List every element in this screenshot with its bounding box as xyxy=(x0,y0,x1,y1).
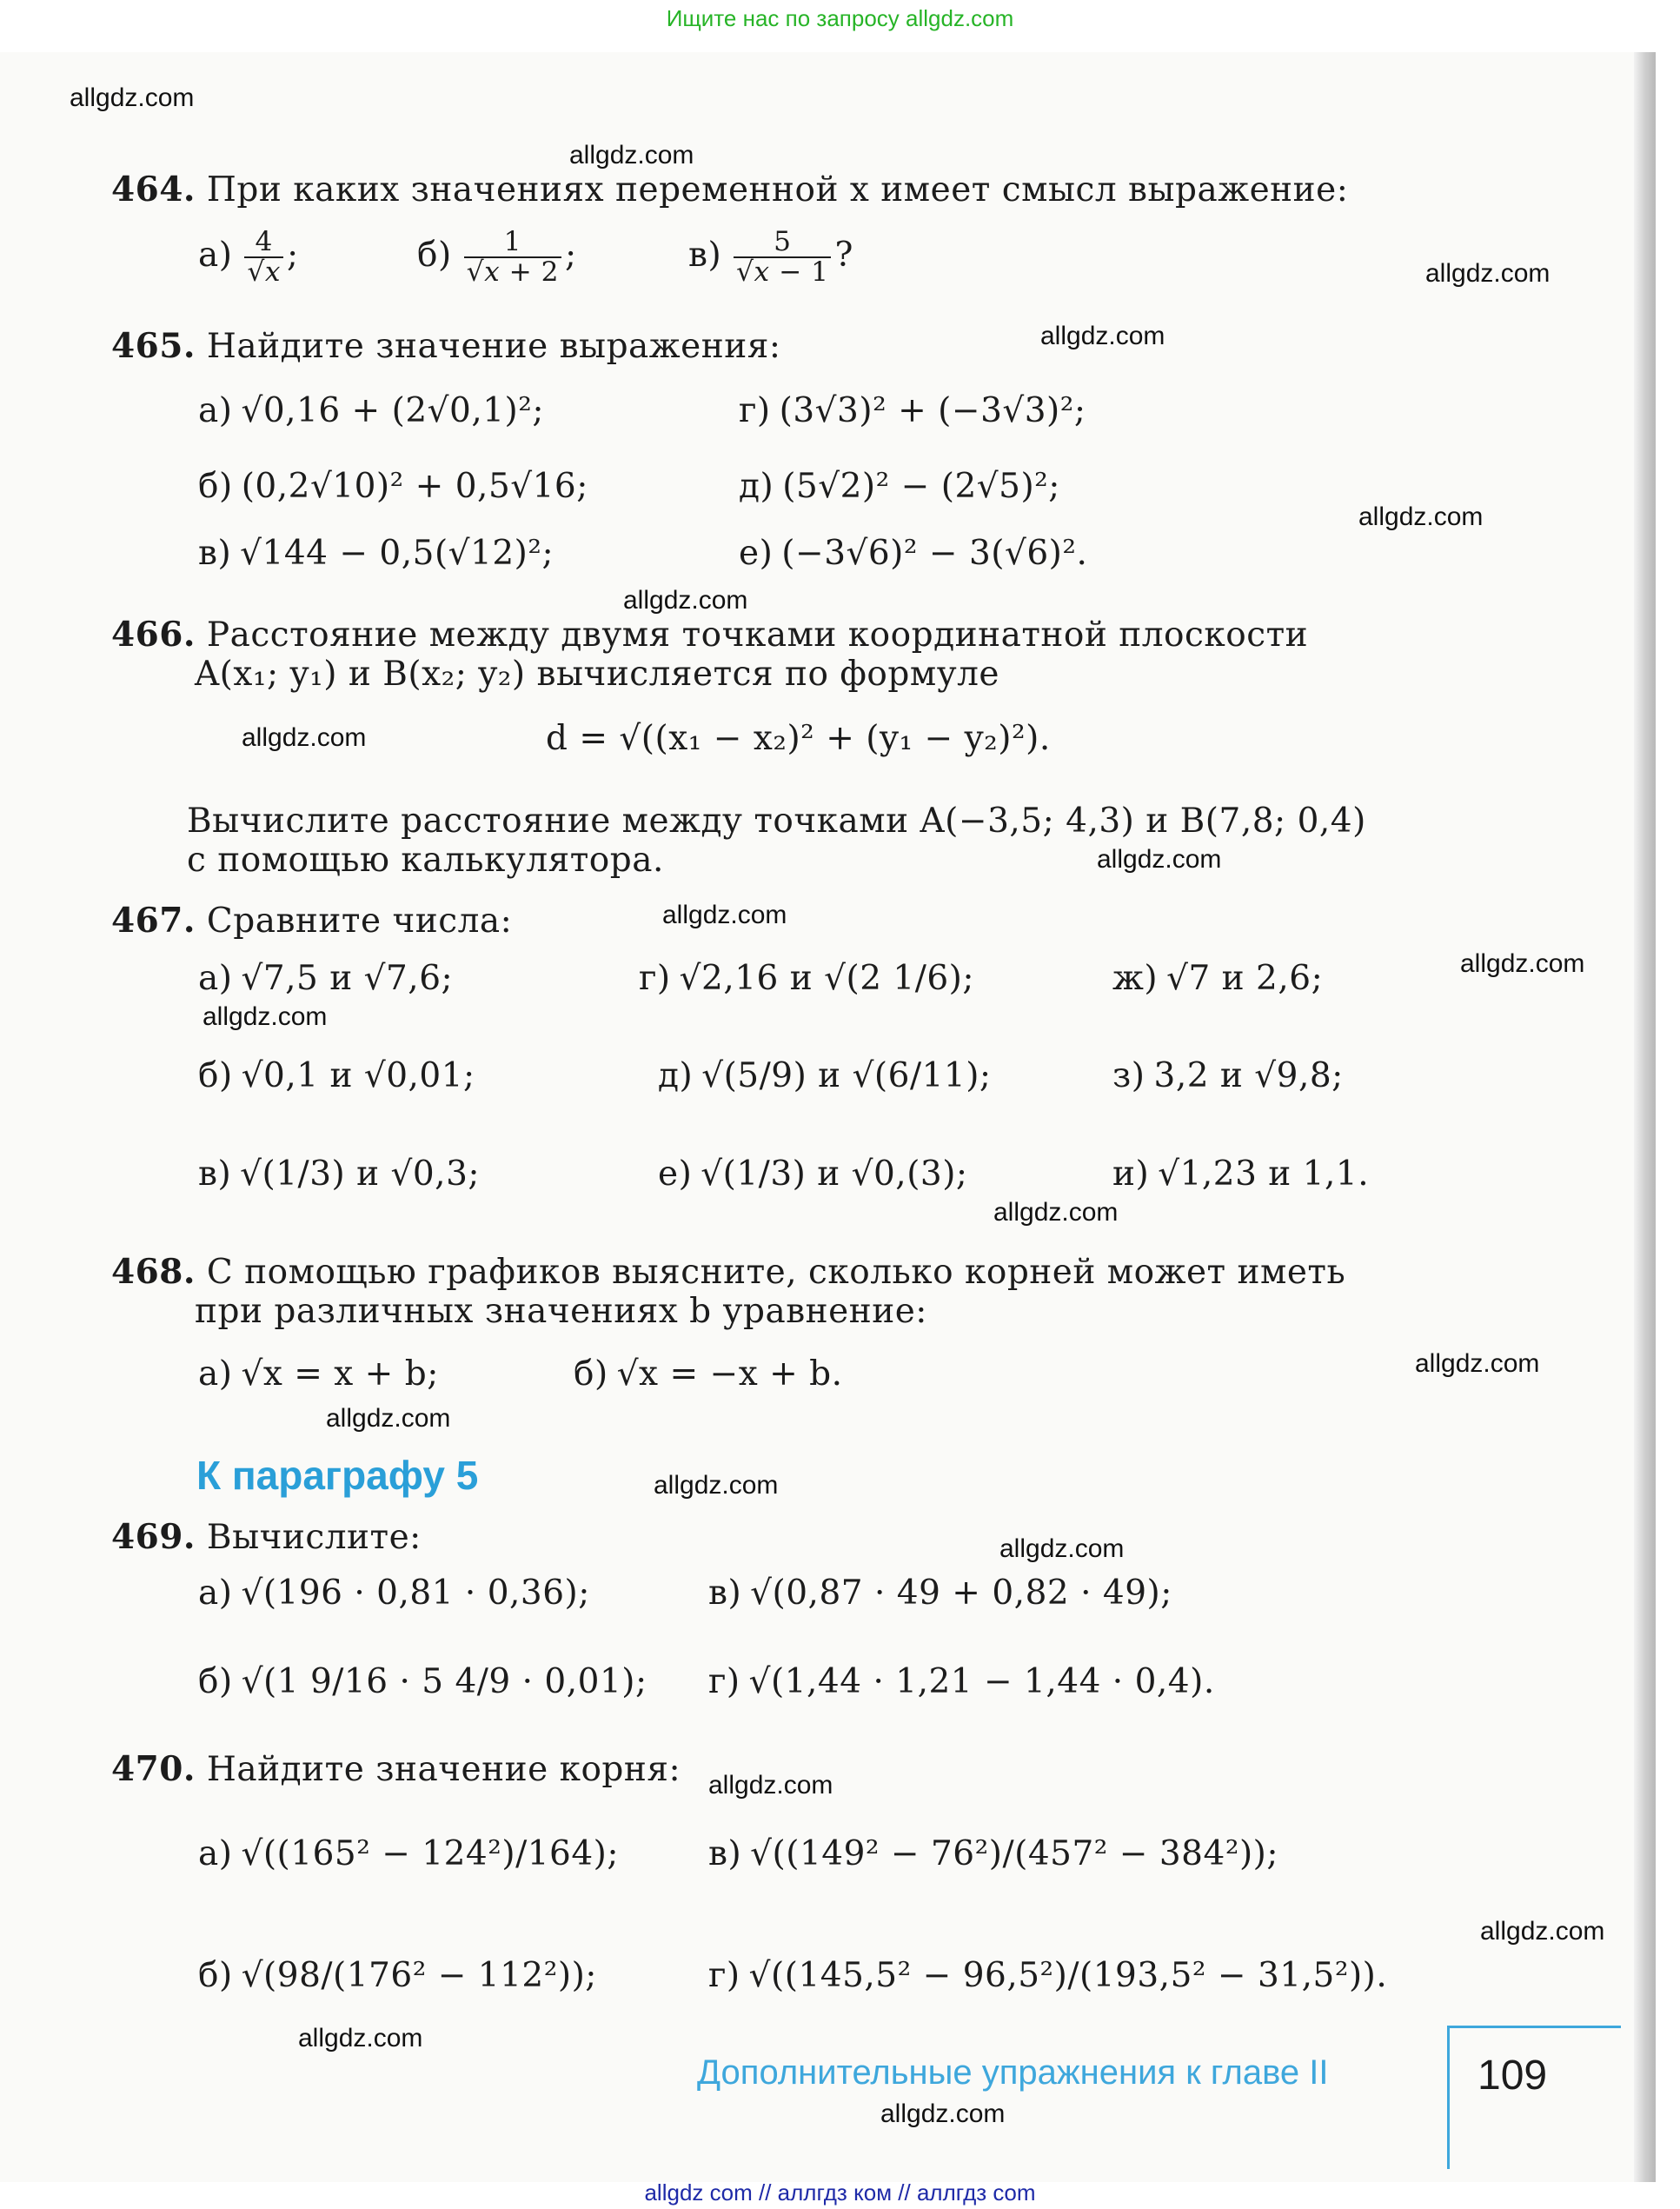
problem-number: 469. xyxy=(111,1517,196,1557)
chapter-footer-title: Дополнительные упражнения к главе II xyxy=(697,2053,1329,2092)
problem-465-item-b xyxy=(198,467,588,508)
problem-469-item-d xyxy=(708,1662,1215,1703)
item-label: б) xyxy=(417,235,452,275)
problem-470-statement xyxy=(111,1749,681,1791)
item-label: г) xyxy=(708,1662,740,1701)
problem-467-item-f xyxy=(658,1154,968,1195)
problem-467-item-i xyxy=(1112,1154,1369,1195)
item-label: б) xyxy=(198,1056,233,1095)
item-label: б) xyxy=(198,467,233,506)
footer-rule xyxy=(1447,2026,1621,2028)
problem-text: Расстояние между двумя точками координатной плоскости xyxy=(206,615,1309,655)
problem-468-line2: при различных значениях b уравнение: xyxy=(195,1292,927,1331)
item-expression: 3,2 и √9,8; xyxy=(1153,1056,1344,1095)
item-label: д) xyxy=(739,467,774,506)
item-expression: √(196 · 0,81 · 0,36); xyxy=(241,1574,590,1613)
problem-465-item-f xyxy=(739,534,1087,575)
watermark: allgdz.com xyxy=(1415,1349,1540,1378)
item-label: а) xyxy=(198,235,233,275)
problem-466-line1 xyxy=(111,615,1308,656)
item-expression: √((149² − 76²)/(457² − 384²)); xyxy=(750,1834,1279,1873)
problem-468-line1 xyxy=(111,1252,1345,1294)
problem-470-item-a xyxy=(198,1834,619,1875)
item-label: д) xyxy=(658,1056,694,1095)
fraction: $\frac{1}{√x + 2}$ xyxy=(464,228,561,287)
problem-465-item-e xyxy=(739,467,1060,508)
item-label: в) xyxy=(708,1574,742,1613)
watermark: allgdz.com xyxy=(203,1002,328,1031)
item-label: а) xyxy=(198,1354,233,1394)
item-expression: √144 − 0,5(√12)²; xyxy=(240,534,554,573)
fraction: $\frac{5}{√x - 1}$ xyxy=(734,228,831,287)
item-label: б) xyxy=(198,1662,233,1701)
item-label: г) xyxy=(708,1956,740,1995)
problem-467-item-e xyxy=(658,1056,992,1097)
problem-number: 465. xyxy=(111,326,196,366)
item-expression: (5√2)² − (2√5)²; xyxy=(782,467,1060,506)
item-label: е) xyxy=(658,1154,693,1194)
watermark: allgdz.com xyxy=(662,901,787,929)
problem-467-item-a xyxy=(198,959,453,1000)
item-expression: √0,16 + (2√0,1)²; xyxy=(241,391,545,430)
item-expression: √(98/(176² − 112²)); xyxy=(241,1956,597,1995)
item-label: б) xyxy=(198,1956,233,1995)
item-label: в) xyxy=(688,235,722,275)
item-label: г) xyxy=(639,959,671,998)
problem-text: Сравните числа: xyxy=(206,902,513,941)
section-heading: К параграфу 5 xyxy=(196,1453,479,1498)
watermark: allgdz.com xyxy=(1097,845,1222,874)
item-label: а) xyxy=(198,391,233,430)
problem-466-line2: A(x₁; y₁) и B(x₂; y₂) вычисляется по формуле xyxy=(195,655,1000,694)
watermark: allgdz.com xyxy=(70,83,195,112)
problem-470-item-b xyxy=(198,1956,597,1997)
problem-464-item-a: а) $\frac{4}{√x}$ ; xyxy=(198,226,299,288)
problem-469-statement xyxy=(111,1517,422,1559)
problem-467-item-d xyxy=(639,959,974,1000)
watermark: allgdz.com xyxy=(880,2099,1006,2128)
problem-466-line4: с помощью калькулятора. xyxy=(187,841,664,880)
item-expression: √x = −x + b. xyxy=(616,1354,843,1394)
watermark: allgdz.com xyxy=(298,2024,423,2053)
item-label: а) xyxy=(198,959,233,998)
problem-number: 464. xyxy=(111,170,196,210)
item-expression: √(0,87 · 49 + 0,82 · 49); xyxy=(750,1574,1172,1613)
footer-divider xyxy=(1447,2026,1450,2169)
item-expression: √7 и 2,6; xyxy=(1166,959,1324,998)
item-label: б) xyxy=(574,1354,608,1394)
problem-number: 466. xyxy=(111,615,196,655)
distance-formula: d = √((x₁ − x₂)² + (y₁ − y₂)²). xyxy=(546,719,1051,758)
problem-465-item-a xyxy=(198,391,544,432)
problem-467-item-b xyxy=(198,1056,475,1097)
problem-470-item-c xyxy=(708,1834,1278,1875)
problem-470-item-d xyxy=(708,1956,1387,1997)
watermark: allgdz.com xyxy=(1460,949,1585,978)
watermark: allgdz.com xyxy=(623,586,748,615)
page-number: 109 xyxy=(1477,2053,1548,2099)
item-expression: (3√3)² + (−3√3)²; xyxy=(779,391,1086,430)
watermark: allgdz.com xyxy=(999,1534,1125,1563)
problem-469-item-c xyxy=(708,1574,1172,1614)
watermark: allgdz.com xyxy=(569,141,694,170)
watermark: allgdz.com xyxy=(708,1771,833,1800)
item-label: в) xyxy=(198,534,232,573)
problem-464-item-b: б) $\frac{1}{√x + 2}$ ; xyxy=(417,226,577,288)
problem-469-item-a xyxy=(198,1574,590,1614)
watermark: allgdz.com xyxy=(993,1198,1119,1227)
problem-464-item-c: в) $\frac{5}{√x - 1}$ ? xyxy=(688,226,853,288)
problem-number: 468. xyxy=(111,1252,196,1292)
site-search-banner[interactable]: Ищите нас по запросу allgdz.com xyxy=(666,5,1014,31)
problem-465-statement xyxy=(111,326,780,368)
item-expression: √0,1 и √0,01; xyxy=(241,1056,475,1095)
problem-number: 470. xyxy=(111,1749,196,1789)
problem-text: При каких значениях переменной x имеет смысл выражение: xyxy=(206,170,1349,210)
item-expression: √(5/9) и √(6/11); xyxy=(701,1056,992,1095)
problem-469-item-b xyxy=(198,1662,647,1703)
problem-text: Найдите значение корня: xyxy=(206,1750,681,1789)
item-expression: √(1/3) и √0,3; xyxy=(240,1154,481,1194)
watermark: allgdz.com xyxy=(1425,259,1551,288)
item-label: з) xyxy=(1112,1056,1145,1095)
watermark: allgdz.com xyxy=(654,1471,779,1500)
item-expression: √7,5 и √7,6; xyxy=(241,959,454,998)
problem-467-statement xyxy=(111,901,512,942)
item-label: г) xyxy=(739,391,771,430)
item-label: а) xyxy=(198,1834,233,1873)
problem-text: Вычислите: xyxy=(206,1518,422,1557)
item-label: и) xyxy=(1112,1154,1150,1194)
watermark: allgdz.com xyxy=(1358,502,1484,531)
problem-465-item-c xyxy=(198,534,554,575)
watermark: allgdz.com xyxy=(326,1404,451,1433)
item-expression: √(1 9/16 · 5 4/9 · 0,01); xyxy=(241,1662,647,1701)
item-expression: (−3√6)² − 3(√6)². xyxy=(781,534,1088,573)
problem-466-line3: Вычислите расстояние между точками A(−3,5; 4,3) и B(7,8; 0,4) xyxy=(187,802,1366,841)
watermark: allgdz.com xyxy=(1040,322,1165,350)
problem-465-item-d xyxy=(739,391,1086,432)
item-expression: √1,23 и 1,1. xyxy=(1158,1154,1370,1194)
problem-464-statement xyxy=(111,170,1348,211)
problem-number: 467. xyxy=(111,901,196,941)
problem-467-item-c xyxy=(198,1154,480,1195)
watermark: allgdz.com xyxy=(1480,1917,1605,1946)
problem-467-item-g xyxy=(1112,959,1323,1000)
problem-text: Найдите значение выражения: xyxy=(206,327,781,366)
item-label: в) xyxy=(708,1834,742,1873)
problem-468-item-b xyxy=(574,1354,843,1395)
watermark: allgdz.com xyxy=(242,723,367,752)
item-expression: √((165² − 124²)/164); xyxy=(241,1834,620,1873)
problem-467-item-h xyxy=(1112,1056,1344,1097)
item-expression: √2,16 и √(2 1/6); xyxy=(679,959,975,998)
item-expression: (0,2√10)² + 0,5√16; xyxy=(241,467,588,506)
fraction: $\frac{4}{√x}$ xyxy=(244,228,282,287)
item-label: ж) xyxy=(1112,959,1159,998)
item-expression: √(1/3) и √0,(3); xyxy=(701,1154,968,1194)
item-label: а) xyxy=(198,1574,233,1613)
item-label: в) xyxy=(198,1154,232,1194)
item-expression: √(1,44 · 1,21 − 1,44 · 0,4). xyxy=(748,1662,1215,1701)
footer-site-links[interactable]: allgdz com // аллгдз ком // аллгдз com xyxy=(644,2179,1036,2206)
problem-468-item-a xyxy=(198,1354,439,1395)
item-label: е) xyxy=(739,534,774,573)
page-spine-shadow xyxy=(1634,52,1656,2182)
problem-text: С помощью графиков выясните, сколько корней может иметь xyxy=(206,1253,1346,1292)
item-expression: √x = x + b; xyxy=(241,1354,439,1394)
item-expression: √((145,5² − 96,5²)/(193,5² − 31,5²)). xyxy=(748,1956,1388,1995)
